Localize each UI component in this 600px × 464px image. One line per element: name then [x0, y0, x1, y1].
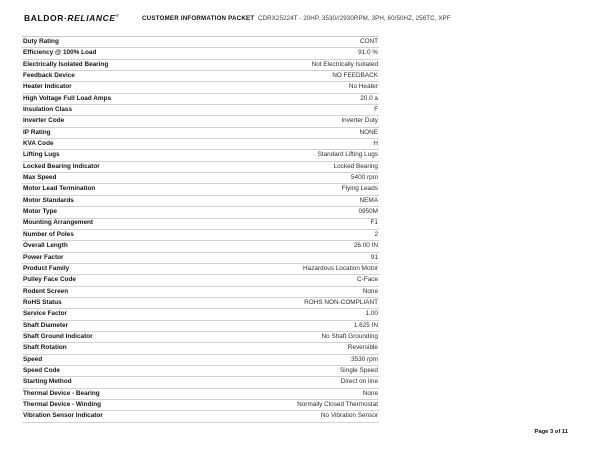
table-row — [22, 195, 379, 206]
spec-value: Standard Lifting Lugs — [218, 150, 379, 161]
spec-value: ROHS NON-COMPLIANT — [218, 297, 379, 308]
table-row — [22, 229, 379, 240]
table-row — [22, 309, 379, 320]
spec-label: Motor Type — [22, 207, 218, 218]
spec-label: Vibration Sensor Indicator — [22, 411, 218, 422]
table-row — [22, 411, 379, 422]
spec-value: 3530 rpm — [218, 354, 379, 365]
spec-label: High Voltage Full Load Amps — [22, 93, 218, 104]
spec-value: Hazardous Location Motor — [218, 263, 379, 274]
spec-label: Mounting Arrangement — [22, 218, 218, 229]
spec-label: Speed — [22, 354, 218, 365]
spec-value: 91 — [218, 252, 379, 263]
table-row — [22, 286, 379, 297]
page-number: Page 3 of 11 — [534, 429, 568, 435]
spec-value: 0950M — [218, 207, 379, 218]
table-row — [22, 377, 379, 388]
spec-label: Power Factor — [22, 252, 218, 263]
product-description: CDRX25224T - 20HP, 3530//2930RPM, 3PH, 60/50HZ, 256TC, XPF — [258, 15, 451, 22]
spec-value: No Vibration Sensor — [218, 411, 379, 422]
spec-label: Thermal Device - Winding — [22, 400, 218, 411]
spec-label: Pulley Face Code — [22, 275, 218, 286]
spec-label: Electrically Isolated Bearing — [22, 59, 218, 70]
registered-trademark-icon: ® — [115, 13, 119, 19]
table-row — [22, 82, 379, 93]
table-row — [22, 354, 379, 365]
table-row — [22, 320, 379, 331]
spec-value: 91.0 % — [218, 48, 379, 59]
table-row — [22, 48, 379, 59]
spec-label: Inverter Code — [22, 116, 218, 127]
spec-value: No Heater — [218, 82, 379, 93]
table-row — [22, 150, 379, 161]
table-row — [22, 331, 379, 342]
table-row — [22, 365, 379, 376]
spec-label: IP Rating — [22, 127, 218, 138]
spec-label: Thermal Device - Bearing — [22, 388, 218, 399]
table-row — [22, 59, 379, 70]
spec-label: Product Family — [22, 263, 218, 274]
spec-label: Lifting Lugs — [22, 150, 218, 161]
spec-value: F1 — [218, 218, 379, 229]
spec-value: Direct on line — [218, 377, 379, 388]
spec-value: 2 — [218, 229, 379, 240]
spec-value: Inverter Duty — [218, 116, 379, 127]
spec-label: Max Speed — [22, 173, 218, 184]
spec-label: Insulation Class — [22, 105, 218, 116]
table-row — [22, 161, 379, 172]
spec-label: Feedback Device — [22, 71, 218, 82]
spec-label: Heater Indicator — [22, 82, 218, 93]
table-row — [22, 173, 379, 184]
spec-value: 1.00 — [218, 309, 379, 320]
brand-logo-reliance: RELIANCE — [67, 13, 116, 23]
spec-value: NONE — [218, 127, 379, 138]
spec-value: 20.0 a — [218, 93, 379, 104]
table-row — [22, 297, 379, 308]
spec-label: Starting Method — [22, 377, 218, 388]
spec-value: Flying Leads — [218, 184, 379, 195]
table-row — [22, 218, 379, 229]
spec-label: RoHS Status — [22, 297, 218, 308]
table-row — [22, 241, 379, 252]
spec-label: KVA Code — [22, 139, 218, 150]
spec-label: Rodent Screen — [22, 286, 218, 297]
table-row — [22, 400, 379, 411]
spec-value: 5400 rpm — [218, 173, 379, 184]
spec-table-body — [22, 37, 379, 423]
spec-label: Shaft Rotation — [22, 343, 218, 354]
spec-label: Overall Length — [22, 241, 218, 252]
table-row — [22, 184, 379, 195]
table-row — [22, 105, 379, 116]
table-row — [22, 275, 379, 286]
spec-label: Duty Rating — [22, 37, 218, 48]
spec-label: Locked Bearing Indicator — [22, 161, 218, 172]
table-row — [22, 252, 379, 263]
brand-logo-baldor: BALDOR — [24, 13, 64, 23]
spec-value: Not Electrically Isolated — [218, 59, 379, 70]
spec-value: NEMA — [218, 195, 379, 206]
spec-value: None — [218, 388, 379, 399]
spec-value: F — [218, 105, 379, 116]
spec-value: NO FEEDBACK — [218, 71, 379, 82]
table-row — [22, 207, 379, 218]
spec-value: Locked Bearing — [218, 161, 379, 172]
spec-label: Shaft Ground Indicator — [22, 331, 218, 342]
spec-label: Efficiency @ 100% Load — [22, 48, 218, 59]
table-row — [22, 343, 379, 354]
spec-value: None — [218, 286, 379, 297]
spec-label: Shaft Diameter — [22, 320, 218, 331]
table-row — [22, 127, 379, 138]
brand-logo — [24, 13, 119, 23]
brand-logo-separator: · — [63, 13, 68, 23]
table-row — [22, 263, 379, 274]
table-row — [22, 139, 379, 150]
spec-value: Normally Closed Thermostat — [218, 400, 379, 411]
spec-label: Number of Poles — [22, 229, 218, 240]
spec-value: Reversible — [218, 343, 379, 354]
spec-value: 1.625 IN — [218, 320, 379, 331]
table-row — [22, 93, 379, 104]
spec-label: Service Factor — [22, 309, 218, 320]
table-row — [22, 37, 379, 48]
spec-label: Speed Code — [22, 365, 218, 376]
spec-value: 26.00 IN — [218, 241, 379, 252]
table-row — [22, 116, 379, 127]
spec-value: Single Speed — [218, 365, 379, 376]
table-row — [22, 71, 379, 82]
table-row — [22, 388, 379, 399]
spec-label: Motor Standards — [22, 195, 218, 206]
document-title: CUSTOMER INFORMATION PACKET — [142, 15, 255, 22]
spec-value: No Shaft Grounding — [218, 331, 379, 342]
spec-value: C-Face — [218, 275, 379, 286]
spec-value: CONT — [218, 37, 379, 48]
spec-label: Motor Lead Termination — [22, 184, 218, 195]
spec-table — [22, 36, 379, 423]
spec-value: H — [218, 139, 379, 150]
